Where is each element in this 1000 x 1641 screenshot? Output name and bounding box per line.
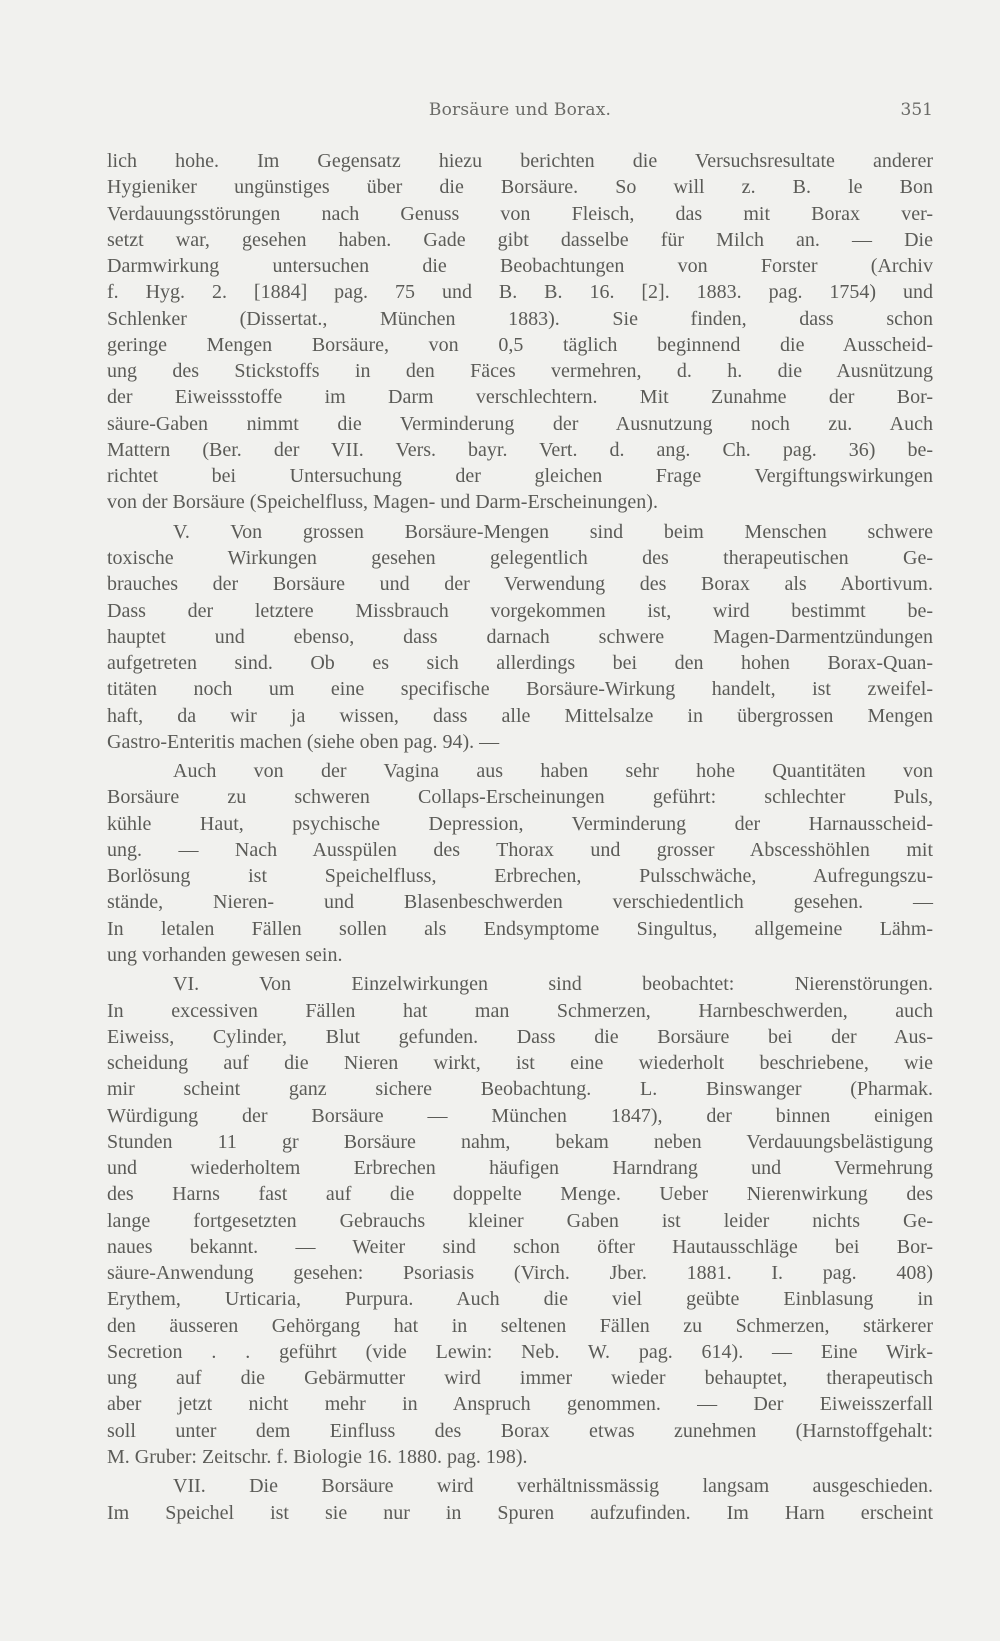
text-line: VII. Die Borsäure wird verhältnissmässig langsam ausgeschieden. — [173, 1475, 933, 1498]
text-line: Auch von der Vagina aus haben sehr hohe Quantitäten von — [173, 760, 933, 783]
text-line: Secretion . . geführt (vide Lewin: Neb. W. pag. 614). — Eine Wirk- — [107, 1340, 933, 1363]
running-head — [107, 100, 933, 126]
text-line: Gastro-Enteritis machen (siehe oben pag. 94). — — [107, 730, 500, 753]
text-line: f. Hyg. 2. [1884] pag. 75 und B. B. 16. [2]. 1883. pag. 1754) und — [107, 281, 933, 304]
text-line: scheidung auf die Nieren wirkt, ist eine wiederholt beschriebene, wie — [107, 1052, 933, 1075]
text-line: Stunden 11 gr Borsäure nahm, bekam neben Verdauungsbelästigung — [107, 1130, 933, 1153]
text-line: naues bekannt. — Weiter sind schon öfter Hautausschläge bei Bor- — [107, 1235, 933, 1258]
text-line: und wiederholtem Erbrechen häufigen Harndrang und Vermehrung — [107, 1157, 933, 1180]
text-line: soll unter dem Einfluss des Borax etwas zunehmen (Harnstoffgehalt: — [107, 1419, 933, 1442]
paragraph — [107, 971, 933, 1470]
text-line: Würdigung der Borsäure — München 1847), der binnen einigen — [107, 1104, 933, 1127]
text-line: geringe Mengen Borsäure, von 0,5 täglich beginnend die Ausscheid- — [107, 333, 933, 356]
text-line: Borsäure zu schweren Collaps-Erscheinungen geführt: schlechter Puls, — [107, 786, 933, 809]
text-line: Eiweiss, Cylinder, Blut gefunden. Dass die Borsäure bei der Aus- — [107, 1025, 933, 1048]
text-line: hauptet und ebenso, dass darnach schwere Magen-Darmentzündungen — [107, 625, 933, 648]
text-line: Hygieniker ungünstiges über die Borsäure. So will z. B. le Bon — [107, 176, 933, 199]
text-line: setzt war, gesehen haben. Gade gibt dasselbe für Milch an. — Die — [107, 228, 933, 251]
page-number: 351 — [900, 100, 933, 120]
text-line: haft, da wir ja wissen, dass alle Mittelsalze in übergrossen Mengen — [107, 704, 933, 727]
text-line: säure-Gaben nimmt die Verminderung der Ausnutzung noch zu. Auch — [107, 412, 933, 435]
text-line: aufgetreten sind. Ob es sich allerdings bei den hohen Borax-Quan- — [107, 652, 933, 675]
text-line: ung. — Nach Ausspülen des Thorax und grosser Abscesshöhlen mit — [107, 838, 933, 861]
text-line: Erythem, Urticaria, Purpura. Auch die viel geübte Einblasung in — [107, 1288, 933, 1311]
text-line: ung auf die Gebärmutter wird immer wieder behauptet, therapeutisch — [107, 1367, 933, 1390]
text-line: Schlenker (Dissertat., München 1883). Sie finden, dass schon — [107, 307, 933, 330]
paragraph — [107, 1473, 933, 1526]
text-line: V. Von grossen Borsäure-Mengen sind beim Menschen schwere — [173, 520, 933, 543]
text-line: ung vorhanden gewesen sein. — [107, 943, 343, 966]
text-line: In letalen Fällen sollen als Endsymptome Singultus, allgemeine Lähm- — [107, 917, 933, 940]
text-line: richtet bei Untersuchung der gleichen Frage Vergiftungswirkungen — [107, 465, 933, 488]
text-line: säure-Anwendung gesehen: Psoriasis (Virch. Jber. 1881. I. pag. 408) — [107, 1262, 933, 1285]
text-line: von der Borsäure (Speichelfluss, Magen- und Darm-Erscheinungen). — [107, 491, 658, 514]
running-head-title: Borsäure und Borax. — [428, 100, 612, 120]
text-line: In excessiven Fällen hat man Schmerzen, Harnbeschwerden, auch — [107, 999, 933, 1022]
text-line: des Harns fast auf die doppelte Menge. Ueber Nierenwirkung des — [107, 1183, 933, 1206]
body-text — [107, 148, 933, 1526]
paragraph — [107, 148, 933, 516]
text-line: ung des Stickstoffs in den Fäces vermehren, d. h. die Ausnützung — [107, 360, 933, 383]
text-line: brauches der Borsäure und der Verwendung des Borax als Abortivum. — [107, 573, 933, 596]
text-line: den äusseren Gehörgang hat in seltenen Fällen zu Schmerzen, stärkerer — [107, 1314, 933, 1337]
text-line: lich hohe. Im Gegensatz hiezu berichten die Versuchsresultate anderer — [107, 150, 933, 172]
text-line: Mattern (Ber. der VII. Vers. bayr. Vert. d. ang. Ch. pag. 36) be- — [107, 438, 933, 461]
text-line: kühle Haut, psychische Depression, Verminderung der Harnausscheid- — [107, 812, 933, 835]
text-line: stände, Nieren- und Blasenbeschwerden verschiedentlich gesehen. — — [107, 891, 933, 914]
text-line: Darmwirkung untersuchen die Beobachtungen von Forster (Archiv — [107, 255, 933, 278]
text-line: titäten noch um eine specifische Borsäure-Wirkung handelt, ist zweifel- — [107, 678, 933, 701]
paragraph — [107, 519, 933, 755]
text-line: VI. Von Einzelwirkungen sind beobachtet: Nierenstörungen. — [173, 973, 933, 996]
paragraph — [107, 758, 933, 968]
text-line: Verdauungsstörungen nach Genuss von Fleisch, das mit Borax ver- — [107, 202, 933, 225]
text-line: der Eiweissstoffe im Darm verschlechtern. Mit Zunahme der Bor- — [107, 386, 933, 409]
text-line: mir scheint ganz sichere Beobachtung. L. Binswanger (Pharmak. — [107, 1078, 933, 1101]
text-line: M. Gruber: Zeitschr. f. Biologie 16. 1880. pag. 198). — [107, 1446, 528, 1469]
text-line: lange fortgesetzten Gebrauchs kleiner Gaben ist leider nichts Ge- — [107, 1209, 933, 1232]
text-line: Borlösung ist Speichelfluss, Erbrechen, Pulsschwäche, Aufregungszu- — [107, 865, 933, 888]
text-line: aber jetzt nicht mehr in Anspruch genommen. — Der Eiweisszerfall — [107, 1393, 933, 1416]
text-line: Im Speichel ist sie nur in Spuren aufzufinden. Im Harn erscheint — [107, 1501, 933, 1524]
text-line: toxische Wirkungen gesehen gelegentlich des therapeutischen Ge- — [107, 546, 933, 569]
text-line: Dass der letztere Missbrauch vorgekommen ist, wird bestimmt be- — [107, 599, 933, 622]
